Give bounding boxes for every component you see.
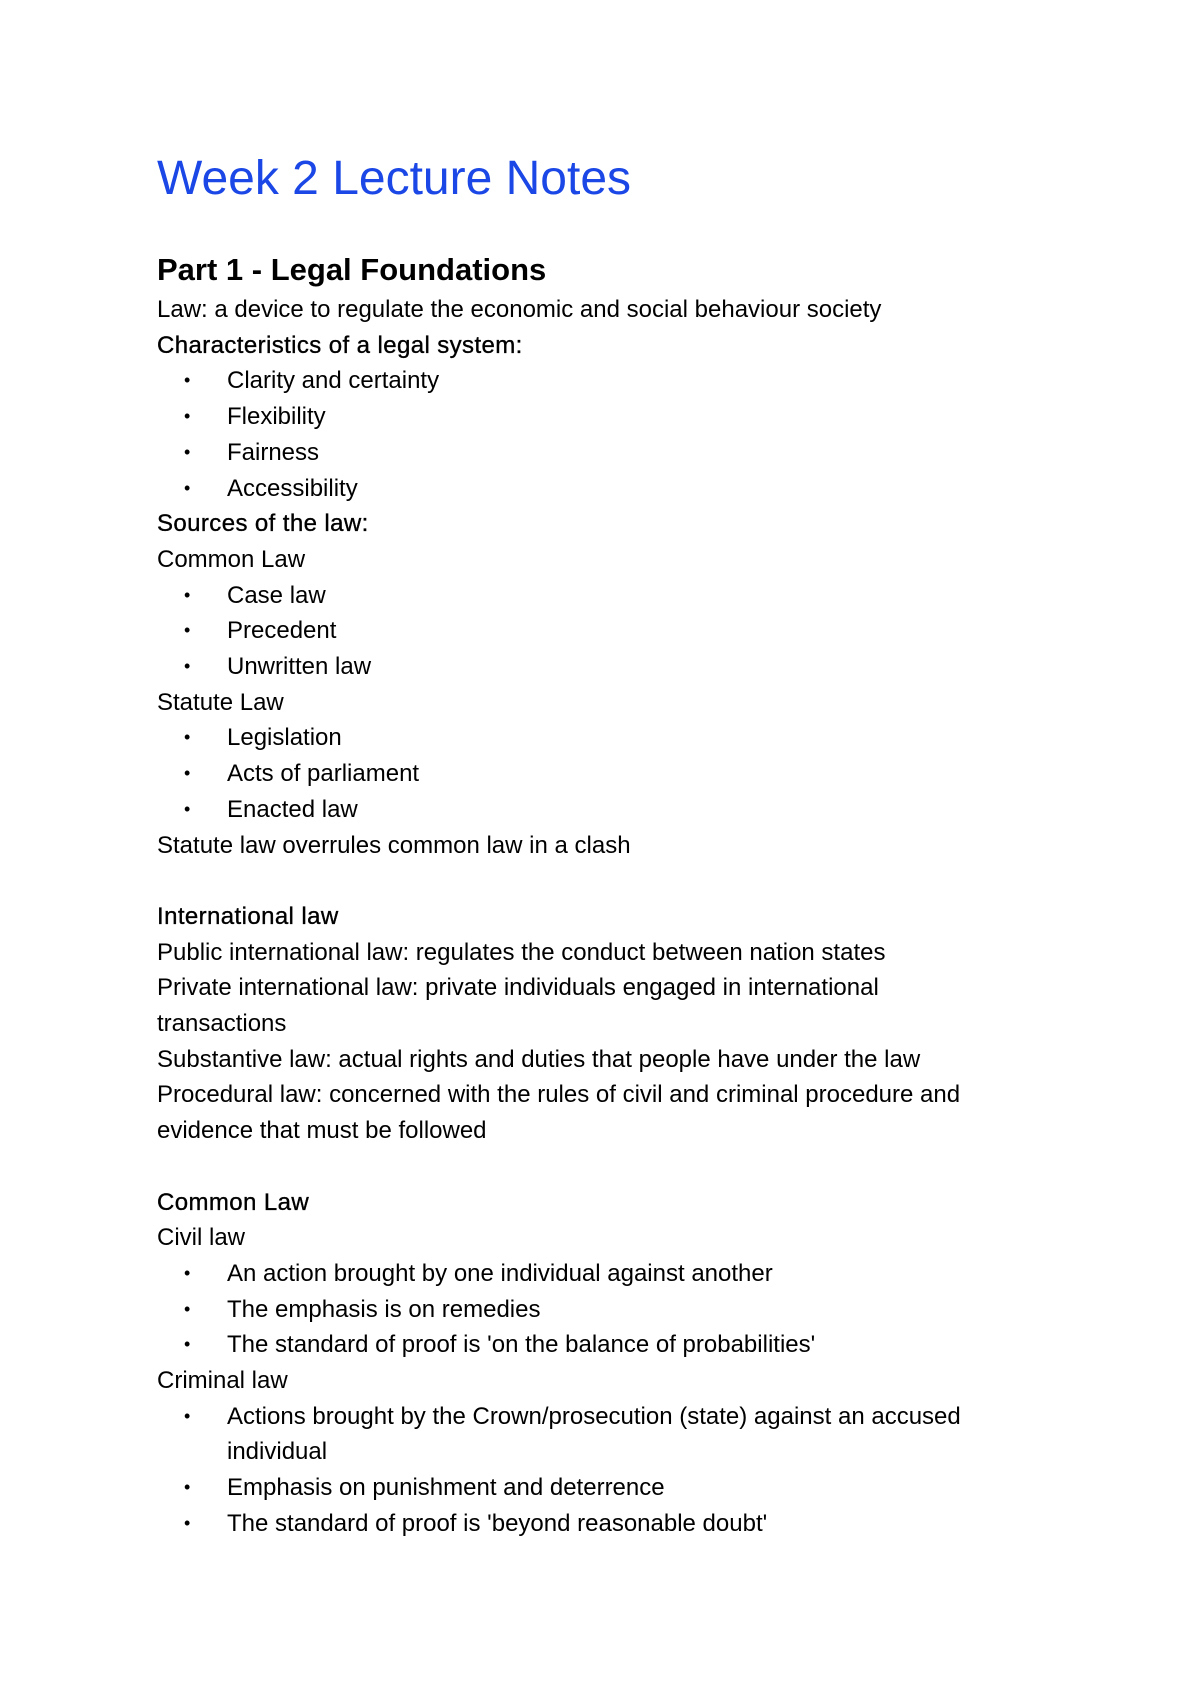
criminal-law-list bbox=[157, 1399, 1057, 1542]
list-item-text: An action brought by one individual against another bbox=[227, 1259, 773, 1287]
clash-note: Statute law overrules common law in a clash bbox=[157, 831, 631, 859]
bullet-icon: • bbox=[184, 1477, 191, 1498]
list-item-continuation bbox=[157, 1434, 1057, 1470]
list-item bbox=[157, 649, 1057, 685]
document-page bbox=[157, 148, 1057, 1542]
list-item bbox=[157, 613, 1057, 649]
bullet-icon: • bbox=[184, 1405, 191, 1426]
bullet-icon: • bbox=[184, 798, 191, 819]
substantive-law: Substantive law: actual rights and duties that people have under the law bbox=[157, 1045, 921, 1073]
procedural-law-line2: evidence that must be followed bbox=[157, 1117, 487, 1145]
civil-law-list bbox=[157, 1256, 1057, 1363]
list-item-text: Case law bbox=[227, 581, 326, 609]
bullet-icon: • bbox=[184, 406, 191, 427]
list-item-text: Flexibility bbox=[227, 403, 326, 431]
spacer bbox=[157, 863, 1057, 899]
bullet-icon: • bbox=[184, 1512, 191, 1533]
bullet-icon: • bbox=[184, 620, 191, 641]
procedural-law-line1: Procedural law: concerned with the rules of civil and criminal procedure and bbox=[157, 1081, 961, 1109]
bullet-icon: • bbox=[184, 763, 191, 784]
international-law-label: International law bbox=[157, 902, 339, 930]
criminal-law-label: Criminal law bbox=[157, 1367, 288, 1395]
list-item bbox=[157, 399, 1057, 435]
list-item-text: The standard of proof is 'beyond reasonable doubt' bbox=[227, 1509, 768, 1537]
bullet-icon: • bbox=[184, 584, 191, 605]
list-item bbox=[157, 1292, 1057, 1328]
list-item bbox=[157, 1327, 1057, 1363]
list-item-text: Precedent bbox=[227, 617, 337, 645]
statute-law-list bbox=[157, 720, 1057, 827]
list-item bbox=[157, 792, 1057, 828]
document-title: Week 2 Lecture Notes bbox=[157, 152, 632, 205]
sources-label: Sources of the law: bbox=[157, 510, 369, 538]
bullet-icon: • bbox=[184, 727, 191, 748]
bullet-icon: • bbox=[184, 1334, 191, 1355]
list-item bbox=[157, 720, 1057, 756]
bullet-icon: • bbox=[184, 656, 191, 677]
list-item-text: The standard of proof is 'on the balance of probabilities' bbox=[227, 1331, 816, 1359]
private-international-law-line2: transactions bbox=[157, 1010, 287, 1038]
private-international-law-line1: Private international law: private individuals engaged in international bbox=[157, 974, 879, 1002]
bullet-icon: • bbox=[184, 441, 191, 462]
list-item bbox=[157, 756, 1057, 792]
part1-heading: Part 1 - Legal Foundations bbox=[157, 252, 547, 287]
list-item bbox=[157, 1506, 1057, 1542]
statute-law-label: Statute Law bbox=[157, 688, 284, 716]
bullet-icon: • bbox=[184, 1298, 191, 1319]
list-item bbox=[157, 435, 1057, 471]
civil-law-label: Civil law bbox=[157, 1224, 246, 1252]
list-item-text: Acts of parliament bbox=[227, 760, 420, 788]
common-law-label: Common Law bbox=[157, 545, 306, 573]
bullet-icon: • bbox=[184, 477, 191, 498]
bullet-icon: • bbox=[184, 1262, 191, 1283]
list-item-text: Clarity and certainty bbox=[227, 367, 440, 395]
list-item-text: Unwritten law bbox=[227, 653, 372, 681]
list-item-text: Emphasis on punishment and deterrence bbox=[227, 1474, 665, 1502]
list-item-text: Accessibility bbox=[227, 474, 358, 502]
list-item bbox=[157, 1470, 1057, 1506]
list-item-text: individual bbox=[227, 1438, 328, 1466]
list-item bbox=[157, 1399, 1057, 1435]
list-item-text: The emphasis is on remedies bbox=[227, 1295, 541, 1323]
list-item bbox=[157, 363, 1057, 399]
list-item-text: Enacted law bbox=[227, 795, 358, 823]
law-definition: Law: a device to regulate the economic and social behaviour society bbox=[157, 296, 882, 323]
list-item-text: Actions brought by the Crown/prosecution (state) against an accused bbox=[227, 1402, 961, 1430]
list-item bbox=[157, 1256, 1057, 1292]
list-item-text: Legislation bbox=[227, 724, 342, 752]
list-item bbox=[157, 471, 1057, 507]
characteristics-label: Characteristics of a legal system: bbox=[157, 331, 523, 359]
list-item-text: Fairness bbox=[227, 438, 320, 466]
common-law-list bbox=[157, 578, 1057, 685]
list-item bbox=[157, 578, 1057, 614]
characteristics-list bbox=[157, 363, 1057, 506]
spacer bbox=[157, 1149, 1057, 1185]
public-international-law: Public international law: regulates the conduct between nation states bbox=[157, 938, 886, 966]
bullet-icon: • bbox=[184, 370, 191, 391]
common-law-section-label: Common Law bbox=[157, 1188, 310, 1216]
